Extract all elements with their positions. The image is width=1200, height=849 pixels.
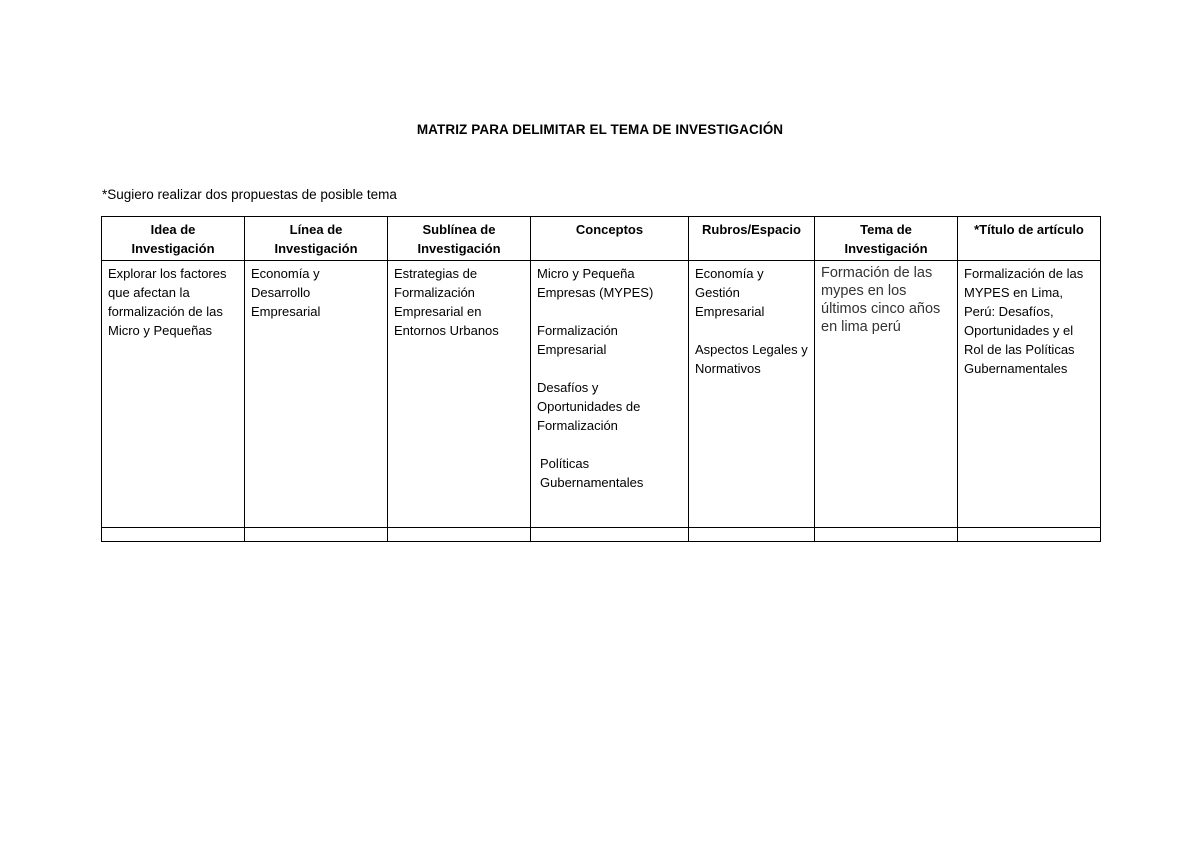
cell-idea: Explorar los factores que afectan la formalización de las Micro y Pequeñas (102, 261, 245, 528)
cell-rubros (689, 261, 815, 528)
empty-cell (102, 528, 245, 542)
concept-item: Desafíos y Oportunidades de Formalización (537, 380, 641, 433)
header-conceptos: Conceptos (531, 217, 689, 261)
cell-sublinea: Estrategias de Formalización Empresarial en Entornos Urbanos (388, 261, 531, 528)
header-linea: Línea de Investigación (245, 217, 388, 261)
empty-cell (958, 528, 1101, 542)
table-row (102, 261, 1101, 528)
rubro-item: Economía y Gestión Empresarial (695, 266, 765, 319)
cell-linea: Economía y Desarrollo Empresarial (245, 261, 388, 528)
document-title: MATRIZ PARA DELIMITAR EL TEMA DE INVESTIGACIÓN (416, 122, 784, 137)
header-tema: Tema de Investigación (815, 217, 958, 261)
header-sublinea: Sublínea de Investigación (388, 217, 531, 261)
instruction-note: *Sugiero realizar dos propuestas de posible tema (102, 187, 397, 202)
concept-item: Políticas Gubernamentales (540, 456, 644, 490)
concept-item: Micro y Pequeña Empresas (MYPES) (537, 266, 654, 300)
empty-cell (388, 528, 531, 542)
research-matrix-table (101, 216, 1101, 542)
table-header-row (102, 217, 1101, 261)
tema-text: Formación de las mypes en los últimos cinco años en lima perú (821, 265, 941, 335)
empty-cell (531, 528, 689, 542)
header-titulo: *Título de artículo (958, 217, 1101, 261)
empty-cell (245, 528, 388, 542)
table-row-empty (102, 528, 1101, 542)
cell-conceptos (531, 261, 689, 528)
concept-item: Formalización Empresarial (537, 323, 618, 357)
cell-titulo: Formalización de las MYPES en Lima, Perú: Desafíos, Oportunidades y el Rol de las Políticas Gubernamentales (958, 261, 1101, 528)
empty-cell (689, 528, 815, 542)
header-idea: Idea de Investigación (102, 217, 245, 261)
cell-tema (815, 261, 958, 528)
rubro-item: Aspectos Legales y Normativos (695, 342, 808, 376)
header-rubros: Rubros/Espacio (689, 217, 815, 261)
empty-cell (815, 528, 958, 542)
